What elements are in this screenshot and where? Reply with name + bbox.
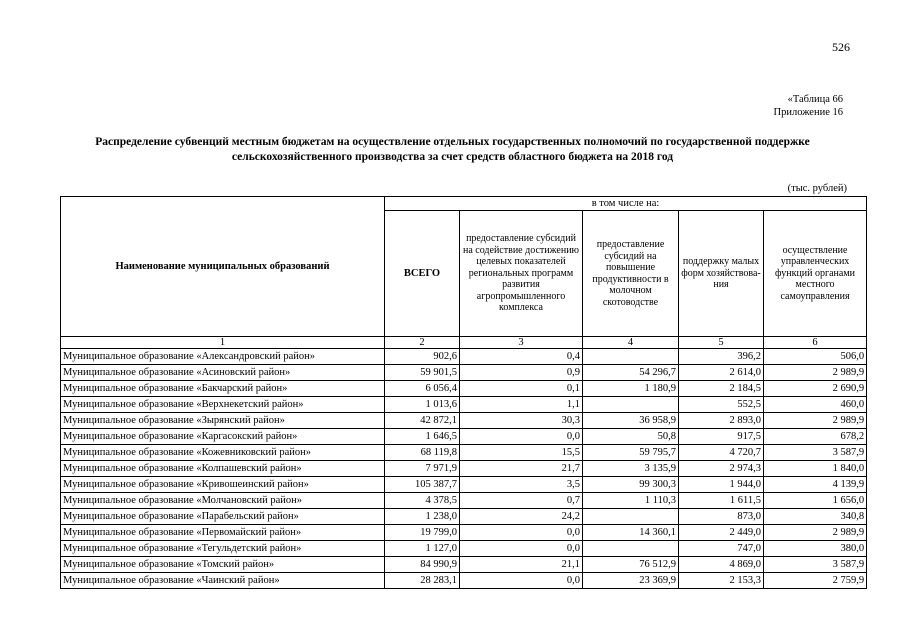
management-amount-cell: 1 840,0 (764, 461, 867, 477)
management-amount-cell: 2 759,9 (764, 573, 867, 589)
dairy-amount-cell: 99 300,3 (583, 477, 679, 493)
dairy-amount-cell: 1 180,9 (583, 381, 679, 397)
table-row (61, 477, 867, 493)
small-farms-amount-cell: 4 869,0 (679, 557, 764, 573)
municipality-name-cell: Муниципальное образование «Тегульдетский район» (61, 541, 385, 557)
municipality-name-cell: Муниципальное образование «Александровский район» (61, 349, 385, 365)
management-amount-cell: 4 139,9 (764, 477, 867, 493)
municipality-name-cell: Муниципальное образование «Асиновский район» (61, 365, 385, 381)
column-number: 3 (460, 337, 583, 349)
total-amount-cell: 28 283,1 (385, 573, 460, 589)
table-row (61, 381, 867, 397)
municipality-name-cell: Муниципальное образование «Чаинский район» (61, 573, 385, 589)
units-label: (тыс. рублей) (787, 183, 847, 194)
small-farms-amount-cell: 1 944,0 (679, 477, 764, 493)
total-amount-cell: 1 646,5 (385, 429, 460, 445)
municipality-name-cell: Муниципальное образование «Зырянский район» (61, 413, 385, 429)
management-amount-cell: 1 656,0 (764, 493, 867, 509)
municipality-name-cell: Муниципальное образование «Бакчарский район» (61, 381, 385, 397)
small-farms-amount-cell: 873,0 (679, 509, 764, 525)
management-amount-cell: 460,0 (764, 397, 867, 413)
table-row (61, 365, 867, 381)
small-farms-amount-cell: 396,2 (679, 349, 764, 365)
appendix-label: Приложение 16 (773, 107, 843, 118)
table-row (61, 541, 867, 557)
total-amount-cell: 1 127,0 (385, 541, 460, 557)
agro-program-amount-cell: 0,1 (460, 381, 583, 397)
dairy-amount-cell: 76 512,9 (583, 557, 679, 573)
subvention-table (60, 196, 867, 589)
management-amount-cell: 506,0 (764, 349, 867, 365)
management-amount-cell: 340,8 (764, 509, 867, 525)
table-row (61, 525, 867, 541)
dairy-amount-cell (583, 397, 679, 413)
small-farms-amount-cell: 2 153,3 (679, 573, 764, 589)
management-amount-cell: 380,0 (764, 541, 867, 557)
header-dairy-productivity: предоставление субсидий на повышение продуктивности в молочном скотоводстве (583, 211, 679, 337)
agro-program-amount-cell: 0,7 (460, 493, 583, 509)
table-row (61, 509, 867, 525)
total-amount-cell: 902,6 (385, 349, 460, 365)
table-row (61, 429, 867, 445)
total-amount-cell: 7 971,9 (385, 461, 460, 477)
dairy-amount-cell: 1 110,3 (583, 493, 679, 509)
small-farms-amount-cell: 747,0 (679, 541, 764, 557)
dairy-amount-cell: 3 135,9 (583, 461, 679, 477)
agro-program-amount-cell: 1,1 (460, 397, 583, 413)
agro-program-amount-cell: 0,0 (460, 573, 583, 589)
header-municipality: Наименование муниципальных образований (61, 197, 385, 337)
agro-program-amount-cell: 0,4 (460, 349, 583, 365)
header-management-functions: осуществление управленческих функций органами местного самоуправления (764, 211, 867, 337)
agro-program-amount-cell: 3,5 (460, 477, 583, 493)
document-title: Распределение субвенций местным бюджетам на осуществление отдельных государственных полномочий по государственной поддержке сельскохозяйственного производства за счет средств областного бюджета на 2018 год (95, 136, 810, 163)
header-total: ВСЕГО (385, 211, 460, 337)
management-amount-cell: 2 989,9 (764, 413, 867, 429)
small-farms-amount-cell: 917,5 (679, 429, 764, 445)
municipality-name-cell: Муниципальное образование «Первомайский район» (61, 525, 385, 541)
small-farms-amount-cell: 2 449,0 (679, 525, 764, 541)
dairy-amount-cell (583, 509, 679, 525)
agro-program-amount-cell: 0,9 (460, 365, 583, 381)
agro-program-amount-cell: 0,0 (460, 429, 583, 445)
column-number: 2 (385, 337, 460, 349)
column-number: 4 (583, 337, 679, 349)
table-row (61, 349, 867, 365)
agro-program-amount-cell: 15,5 (460, 445, 583, 461)
management-amount-cell: 2 989,9 (764, 365, 867, 381)
management-amount-cell: 3 587,9 (764, 557, 867, 573)
table-row (61, 493, 867, 509)
dairy-amount-cell: 54 296,7 (583, 365, 679, 381)
total-amount-cell: 19 799,0 (385, 525, 460, 541)
agro-program-amount-cell: 0,0 (460, 541, 583, 557)
small-farms-amount-cell: 2 974,3 (679, 461, 764, 477)
agro-program-amount-cell: 24,2 (460, 509, 583, 525)
agro-program-amount-cell: 30,3 (460, 413, 583, 429)
municipality-name-cell: Муниципальное образование «Верхнекетский район» (61, 397, 385, 413)
dairy-amount-cell: 14 360,1 (583, 525, 679, 541)
dairy-amount-cell: 50,8 (583, 429, 679, 445)
dairy-amount-cell (583, 541, 679, 557)
small-farms-amount-cell: 2 184,5 (679, 381, 764, 397)
header-agro-programs: предоставление субсидий на содействие достижению целевых показателей региональных программ развития агропромышленного комплекса (460, 211, 583, 337)
table-row (61, 557, 867, 573)
small-farms-amount-cell: 2 893,0 (679, 413, 764, 429)
municipality-name-cell: Муниципальное образование «Каргасокский район» (61, 429, 385, 445)
total-amount-cell: 42 872,1 (385, 413, 460, 429)
column-number: 1 (61, 337, 385, 349)
management-amount-cell: 2 989,9 (764, 525, 867, 541)
total-amount-cell: 105 387,7 (385, 477, 460, 493)
column-number: 6 (764, 337, 867, 349)
management-amount-cell: 2 690,9 (764, 381, 867, 397)
small-farms-amount-cell: 552,5 (679, 397, 764, 413)
table-label: «Таблица 66 (787, 94, 843, 105)
municipality-name-cell: Муниципальное образование «Кривошеинский район» (61, 477, 385, 493)
total-amount-cell: 59 901,5 (385, 365, 460, 381)
table-row (61, 397, 867, 413)
page-number: 526 (832, 40, 850, 54)
dairy-amount-cell: 23 369,9 (583, 573, 679, 589)
small-farms-amount-cell: 4 720,7 (679, 445, 764, 461)
management-amount-cell: 678,2 (764, 429, 867, 445)
municipality-name-cell: Муниципальное образование «Парабельский район» (61, 509, 385, 525)
municipality-name-cell: Муниципальное образование «Томский район» (61, 557, 385, 573)
header-small-farms: поддержку малых форм хозяйствова- ния (679, 211, 764, 337)
small-farms-amount-cell: 2 614,0 (679, 365, 764, 381)
dairy-amount-cell (583, 349, 679, 365)
total-amount-cell: 84 990,9 (385, 557, 460, 573)
total-amount-cell: 68 119,8 (385, 445, 460, 461)
table-row (61, 413, 867, 429)
column-number: 5 (679, 337, 764, 349)
total-amount-cell: 1 013,6 (385, 397, 460, 413)
agro-program-amount-cell: 21,1 (460, 557, 583, 573)
total-amount-cell: 4 378,5 (385, 493, 460, 509)
agro-program-amount-cell: 21,7 (460, 461, 583, 477)
table-row (61, 445, 867, 461)
municipality-name-cell: Муниципальное образование «Колпашевский район» (61, 461, 385, 477)
management-amount-cell: 3 587,9 (764, 445, 867, 461)
table-reference (774, 93, 843, 119)
agro-program-amount-cell: 0,0 (460, 525, 583, 541)
small-farms-amount-cell: 1 611,5 (679, 493, 764, 509)
dairy-amount-cell: 59 795,7 (583, 445, 679, 461)
column-numbers-row (61, 337, 867, 349)
table-row (61, 461, 867, 477)
municipality-name-cell: Муниципальное образование «Кожевниковский район» (61, 445, 385, 461)
dairy-amount-cell: 36 958,9 (583, 413, 679, 429)
total-amount-cell: 6 056,4 (385, 381, 460, 397)
header-including: в том числе на: (385, 197, 867, 211)
municipality-name-cell: Муниципальное образование «Молчановский район» (61, 493, 385, 509)
total-amount-cell: 1 238,0 (385, 509, 460, 525)
table-row (61, 573, 867, 589)
